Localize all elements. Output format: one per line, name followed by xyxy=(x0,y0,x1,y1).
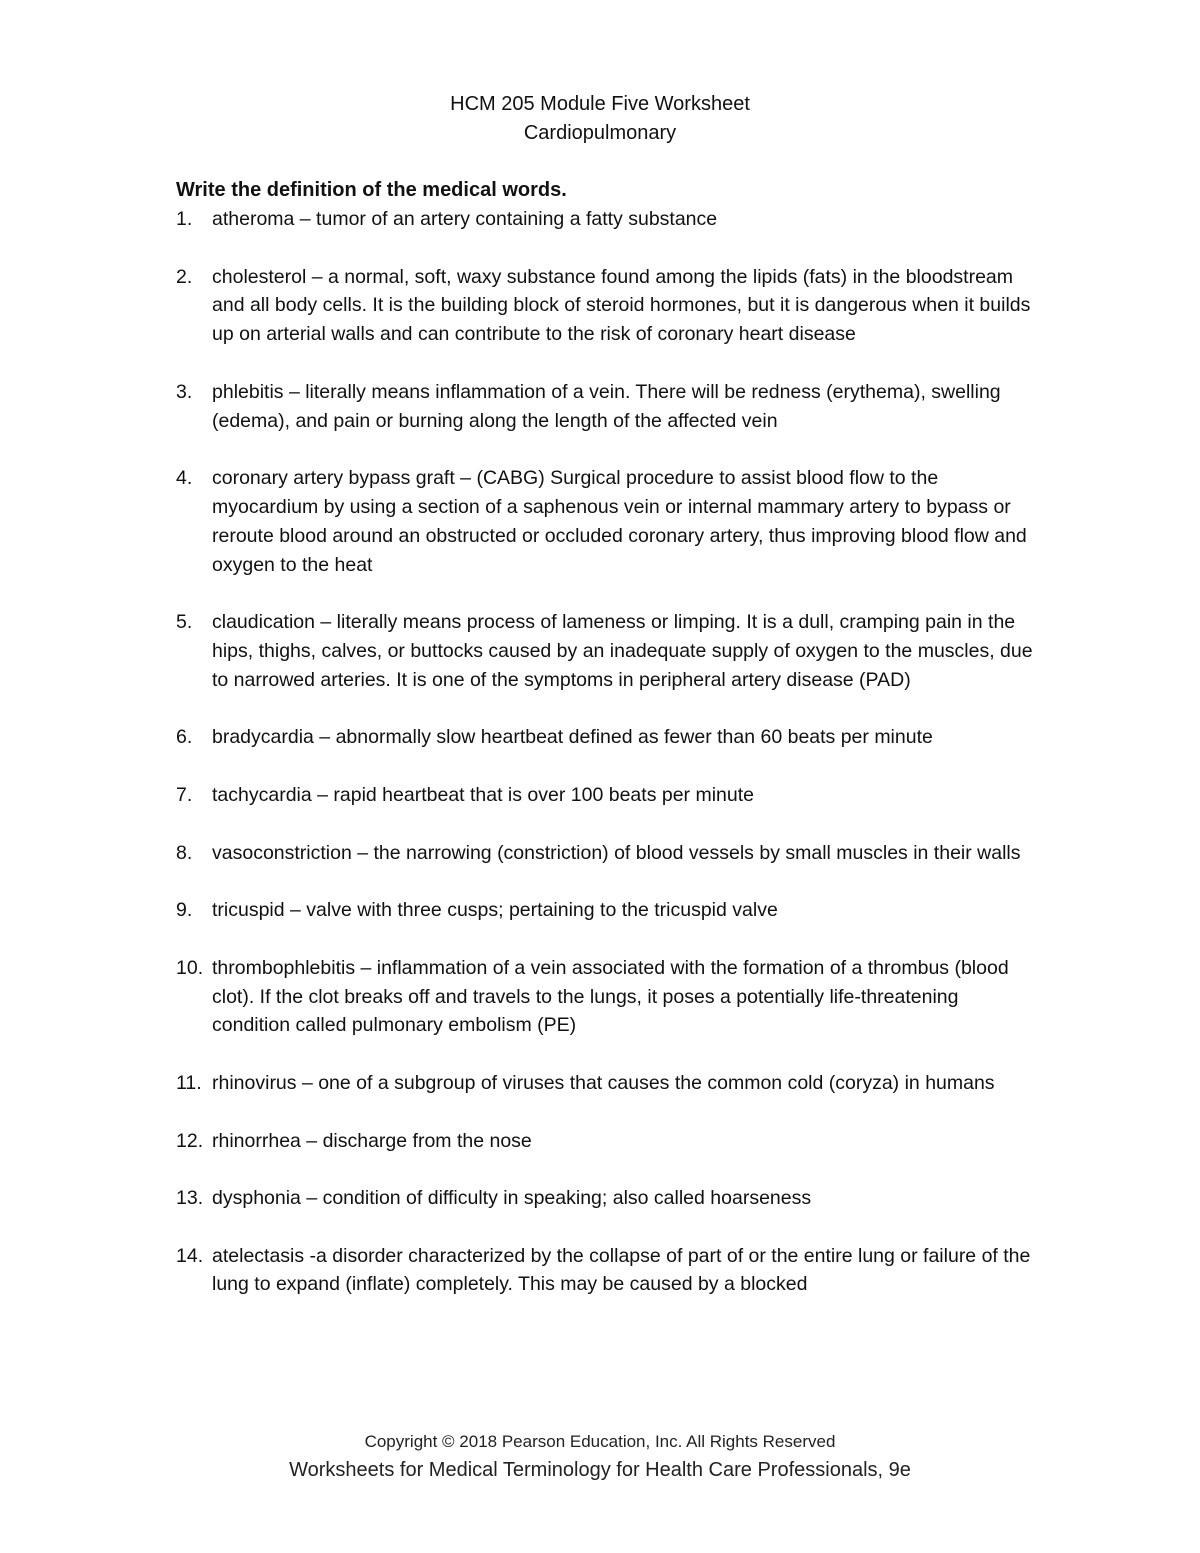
item-number: 9. xyxy=(176,899,193,922)
list-item xyxy=(176,1127,1036,1156)
list-item xyxy=(176,896,1036,925)
footer-book-title: Worksheets for Medical Terminology for Health Care Professionals, 9e xyxy=(289,1459,911,1481)
item-text: cholesterol – a normal, soft, waxy substance found among the lipids (fats) in the bloodstream and all body cells. It is the building block of steroid hormones, but it is dangerous when it builds up on arterial walls and can contribute to the risk of coronary heart disease xyxy=(212,265,1031,346)
item-number: 11. xyxy=(176,1071,202,1094)
item-number: 10. xyxy=(176,956,204,979)
item-number: 3. xyxy=(176,380,193,403)
list-item xyxy=(176,464,1036,579)
item-number: 7. xyxy=(176,783,193,806)
item-text: thrombophlebitis – inflammation of a vein associated with the formation of a thrombus (blood clot). If the clot breaks off and travels to the lungs, it poses a potentially life-threatening condition called pulmonary embolism (PE) xyxy=(212,956,1009,1037)
item-text: tachycardia – rapid heartbeat that is over 100 beats per minute xyxy=(212,783,754,806)
title-block xyxy=(0,90,1200,148)
item-number: 4. xyxy=(176,467,193,490)
list-item xyxy=(176,1242,1036,1300)
worksheet-subtitle: Cardiopulmonary xyxy=(523,122,677,144)
list-item xyxy=(176,839,1036,868)
list-item xyxy=(176,608,1036,694)
list-item xyxy=(176,205,1036,234)
item-text: atheroma – tumor of an artery containing a fatty substance xyxy=(212,208,718,230)
item-number: 1. xyxy=(176,208,193,230)
item-number: 5. xyxy=(176,611,193,634)
footer-copyright: Copyright © 2018 Pearson Education, Inc. All Rights Reserved xyxy=(364,1432,836,1451)
item-text: coronary artery bypass graft – (CABG) Surgical procedure to assist blood flow to the myocardium by using a section of a saphenous vein or internal mammary artery to bypass or reroute blood around an obstructed or occluded coronary artery, thus improving blood flow and oxygen to the heat xyxy=(212,467,1027,576)
item-text: rhinovirus – one of a subgroup of viruses that causes the common cold (coryza) in humans xyxy=(212,1071,995,1094)
item-number: 2. xyxy=(176,265,193,288)
list-item xyxy=(176,781,1036,810)
item-text: bradycardia – abnormally slow heartbeat defined as fewer than 60 beats per minute xyxy=(212,726,933,749)
list-item xyxy=(176,723,1036,752)
item-text: atelectasis -a disorder characterized by the collapse of part of or the entire lung or failure of the lung to expand (inflate) completely. This may be caused by a blocked xyxy=(212,1244,1031,1296)
item-number: 14. xyxy=(176,1244,204,1267)
list-item xyxy=(176,1184,1036,1213)
list-item xyxy=(176,378,1036,436)
item-number: 6. xyxy=(176,726,193,749)
item-text: vasoconstriction – the narrowing (constriction) of blood vessels by small muscles in their walls xyxy=(212,841,1021,864)
list-item xyxy=(176,263,1036,349)
worksheet-title: HCM 205 Module Five Worksheet xyxy=(450,93,750,115)
item-text: tricuspid – valve with three cusps; pertaining to the tricuspid valve xyxy=(212,899,778,922)
item-text: claudication – literally means process of lameness or limping. It is a dull, cramping pain in the hips, thighs, calves, or buttocks caused by an inadequate supply of oxygen to the muscles, due to narrowed arteries. It is one of the symptoms in peripheral artery disease (PAD) xyxy=(212,611,1033,691)
instruction-heading: Write the definition of the medical words. xyxy=(176,179,567,201)
item-text: rhinorrhea – discharge from the nose xyxy=(212,1129,532,1152)
item-number: 13. xyxy=(176,1187,204,1210)
item-number: 8. xyxy=(176,841,193,864)
list-item xyxy=(176,1069,1036,1098)
definition-list xyxy=(176,205,1036,1328)
item-text: dysphonia – condition of difficulty in speaking; also called hoarseness xyxy=(212,1187,812,1210)
item-text: phlebitis – literally means inflammation of a vein. There will be redness (erythema), swelling (edema), and pain or burning along the length of the affected vein xyxy=(212,380,1001,432)
item-number: 12. xyxy=(176,1129,204,1152)
list-item xyxy=(176,954,1036,1040)
